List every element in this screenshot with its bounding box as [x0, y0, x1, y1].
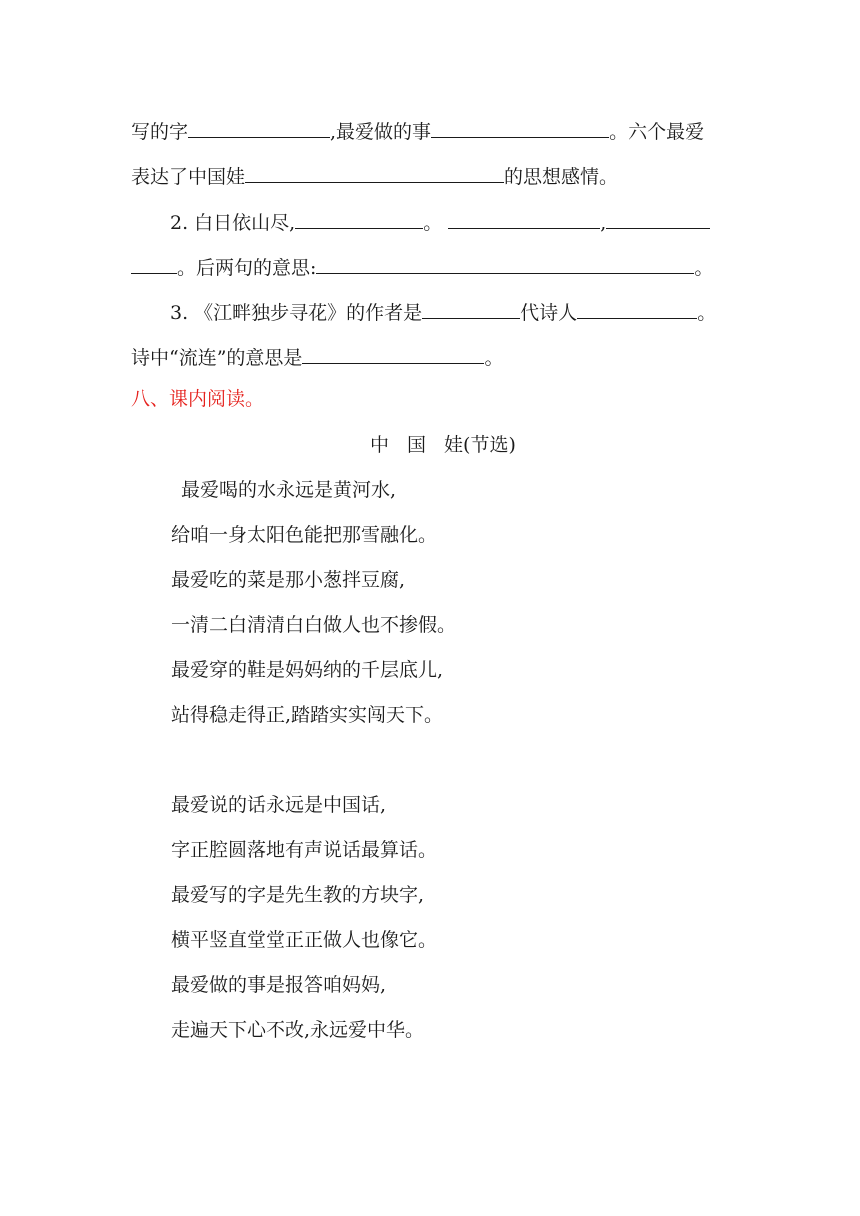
poem-line: 最爱说的话永远是中国话, [171, 794, 387, 816]
q2-text: 。后两句的意思: [177, 257, 317, 279]
poem-line: 一清二白清清白白做人也不掺假。 [171, 614, 457, 636]
q3-blank-dynasty[interactable] [422, 301, 520, 319]
poem-line: 最爱写的字是先生教的方块字, [171, 884, 425, 906]
section-heading: 八、课内阅读。 [131, 388, 265, 410]
q2-text: , [600, 212, 607, 234]
q1-text: ,最爱做的事 [330, 121, 432, 143]
poem-line: 站得稳走得正,踏踏实实闯天下。 [171, 704, 444, 726]
q1-blank-feeling[interactable] [245, 165, 504, 183]
q3-text: 3. 《江畔独步寻花》的作者是 [170, 302, 423, 324]
q1-line-2 [131, 165, 618, 187]
poem-title-char: 中 [370, 434, 390, 456]
q3-text: 。 [697, 302, 717, 324]
poem-line: 字正腔圆落地有声说话最算话。 [171, 839, 438, 861]
q2-text: 。 [423, 212, 443, 234]
q1-text: 的思想感情。 [504, 166, 619, 188]
q2-blank-3[interactable] [606, 211, 710, 229]
poem-line: 最爱吃的菜是那小葱拌豆腐, [171, 569, 406, 591]
poem-line: 给咱一身太阳色能把那雪融化。 [171, 524, 438, 546]
q2-line-1 [170, 211, 710, 233]
q3-line-2 [131, 346, 503, 368]
q2-blank-meaning[interactable] [316, 256, 694, 274]
poem-title [370, 436, 516, 455]
q1-text: 表达了中国娃 [131, 166, 246, 188]
q2-blank-2[interactable] [448, 211, 600, 229]
q2-text: 。 [694, 257, 714, 279]
poem-line: 走遍天下心不改,永远爱中华。 [171, 1019, 425, 1041]
q3-line-1 [170, 301, 716, 323]
q2-line-2 [131, 256, 713, 278]
q3-blank-liulian[interactable] [302, 346, 484, 364]
poem-title-char: 国 [407, 434, 427, 456]
q2-blank-1[interactable] [295, 211, 423, 229]
q2-text: 2. 白日依山尽, [170, 212, 296, 234]
q3-text: 诗中“流连”的意思是 [131, 347, 303, 369]
q3-text: 代诗人 [520, 302, 578, 324]
poem-line: 最爱做的事是报答咱妈妈, [171, 974, 387, 996]
q1-text: 。六个最爱 [609, 121, 705, 143]
q3-blank-poet[interactable] [577, 301, 697, 319]
q1-line-1 [131, 120, 704, 142]
q1-text: 写的字 [131, 121, 189, 143]
poem-title-char: 娃(节选) [444, 434, 516, 456]
q2-blank-3-cont[interactable] [131, 256, 177, 274]
q1-blank-favorite-thing[interactable] [431, 120, 609, 138]
q3-text: 。 [484, 347, 504, 369]
poem-line: 最爱喝的水永远是黄河水, [181, 479, 397, 501]
poem-line: 横平竖直堂堂正正做人也像它。 [171, 929, 438, 951]
poem-line: 最爱穿的鞋是妈妈纳的千层底儿, [171, 659, 444, 681]
q1-blank-favorite-character[interactable] [188, 120, 330, 138]
